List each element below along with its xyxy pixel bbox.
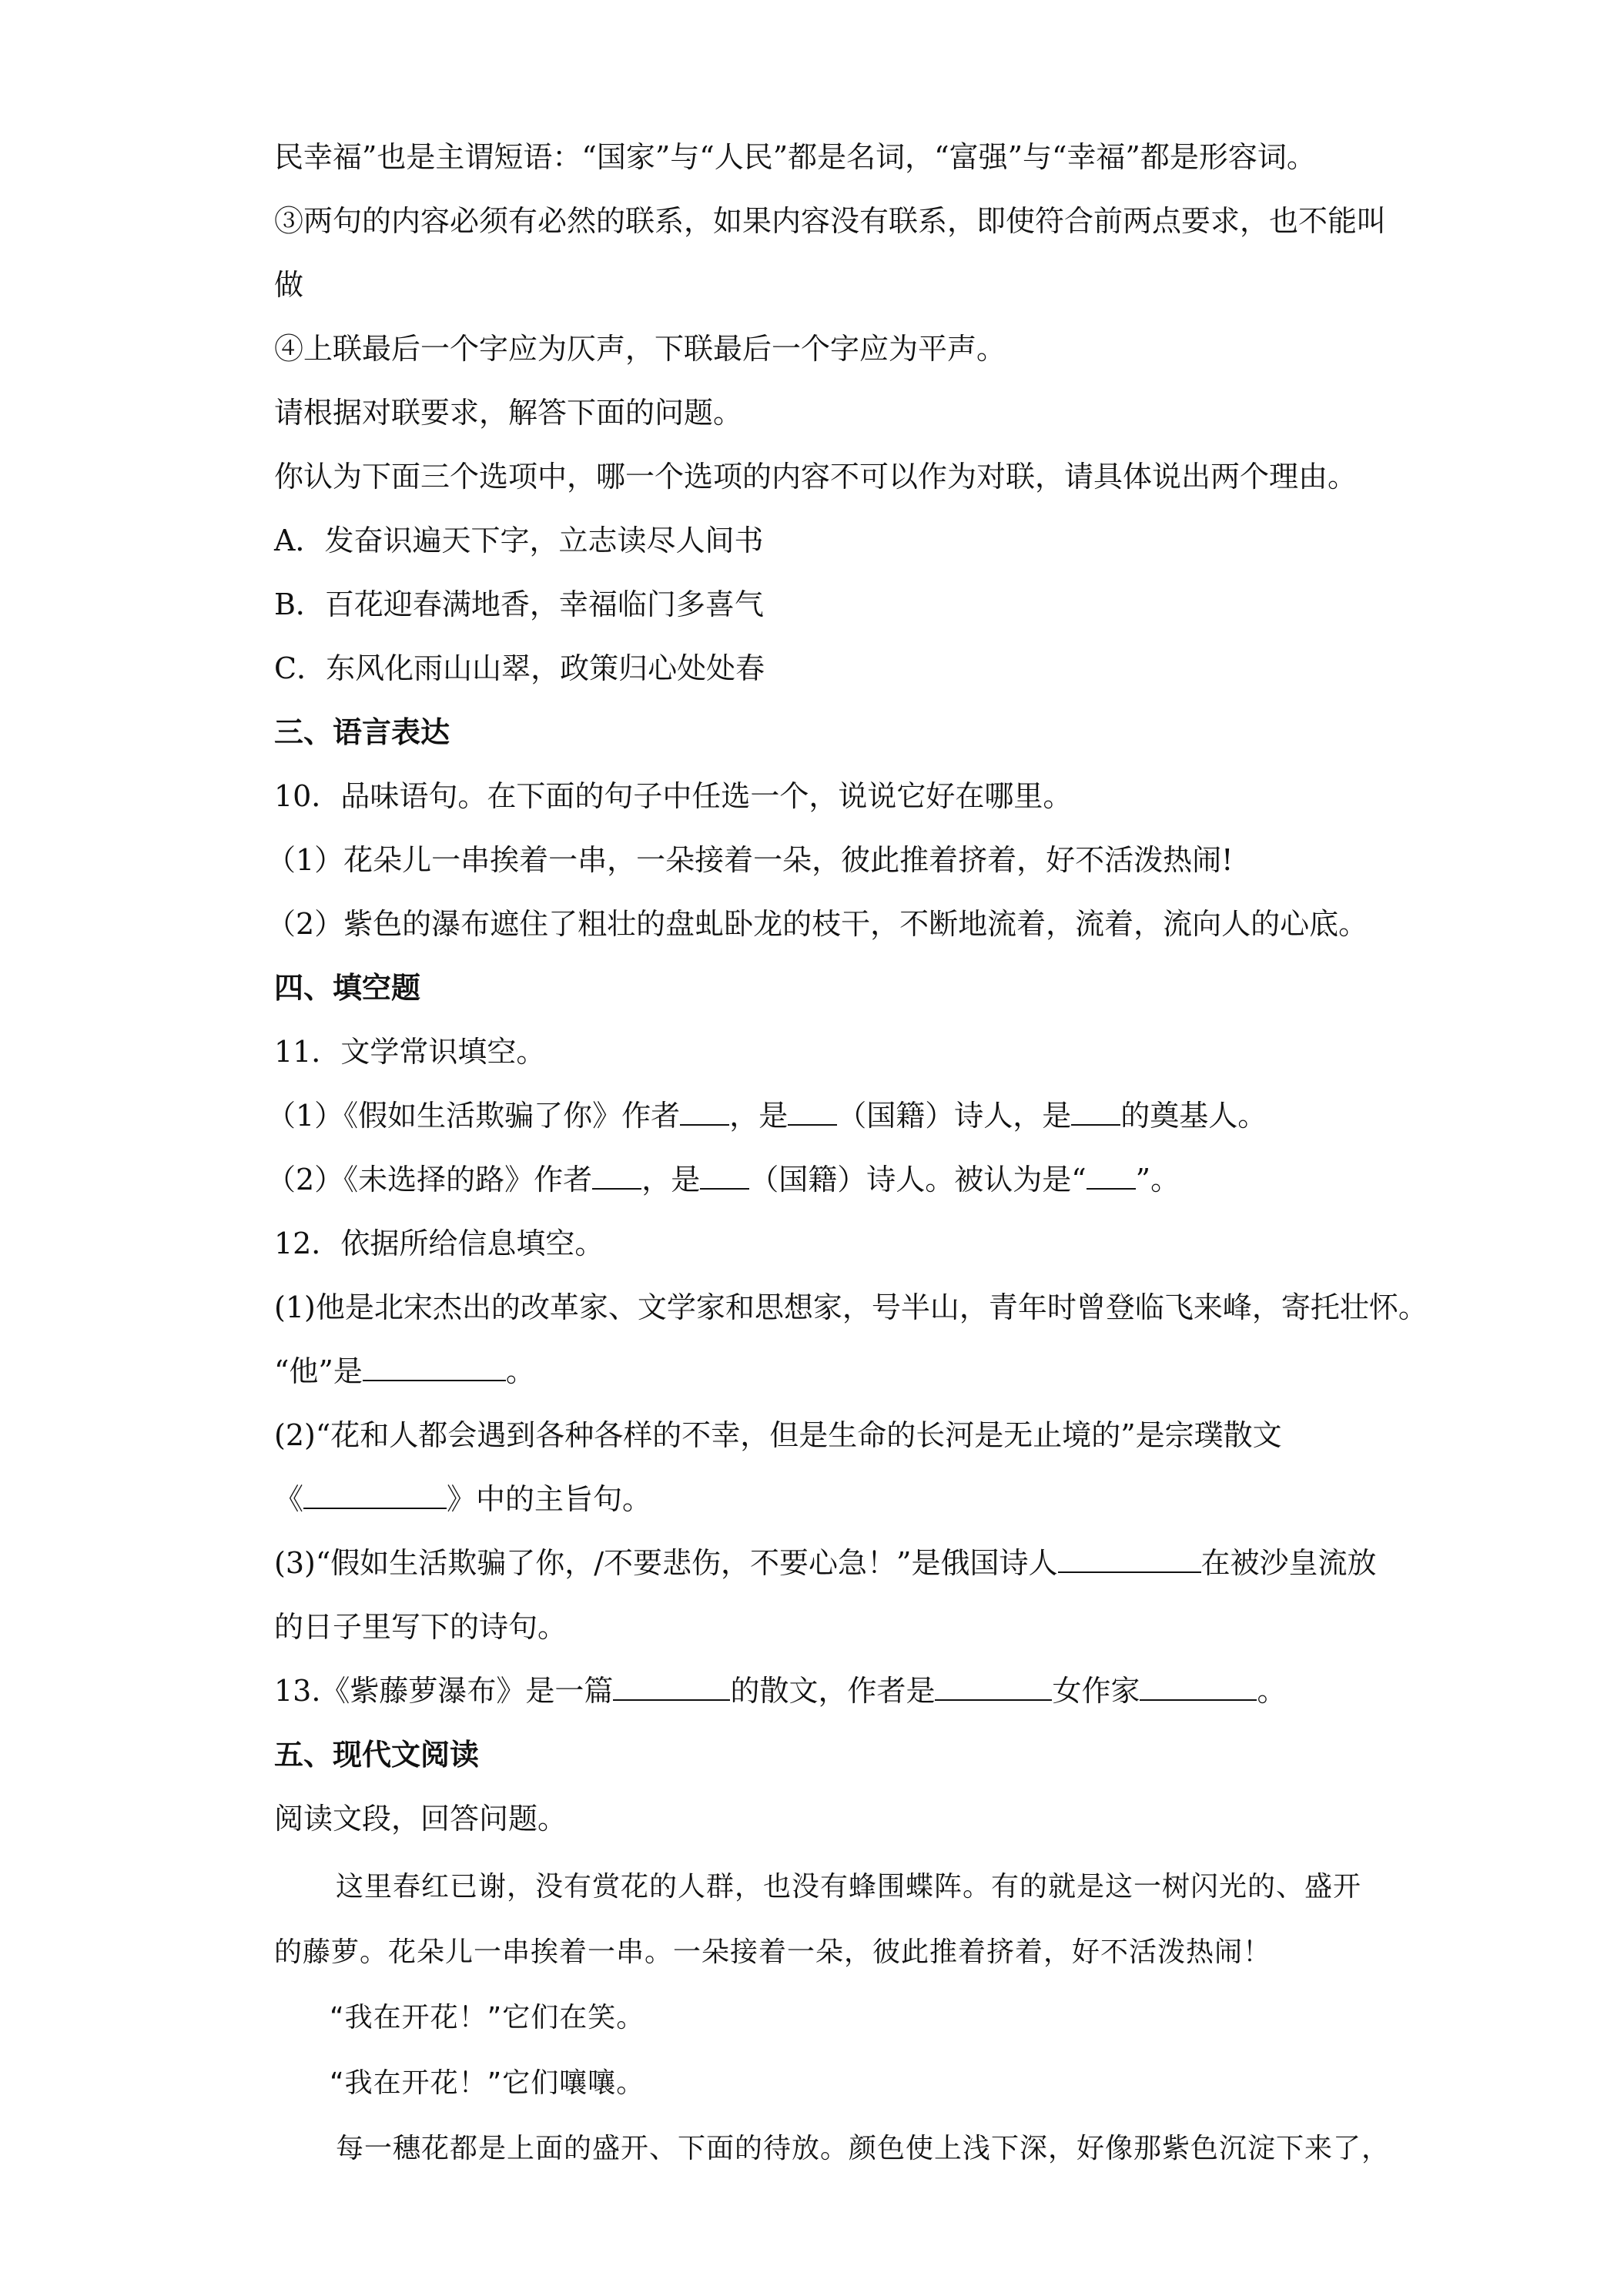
passage-line: “我在开花！”它们嚷嚷。 [330,2067,645,2099]
text-line: ③两句的内容必须有必然的联系，如果内容没有联系，即使符合前两点要求，也不能叫 [274,204,1387,238]
passage-line: 这里春红已谢，没有赏花的人群，也没有蜂围蝶阵。有的就是这一树闪光的、盛开 [336,1871,1362,1903]
text-line: (2)“花和人都会遇到各种各样的不幸，但是生命的长河是无止境的”是宗璞散文 [274,1418,1282,1452]
text-segment: 的散文，作者是 [730,1674,936,1708]
answer-blank[interactable] [788,1101,837,1126]
option-b: B．百花迎春满地香，幸福临门多喜气 [274,587,764,621]
section-heading: 四、填空题 [274,970,421,1005]
text-segment: 在被沙皇流放 [1200,1546,1377,1580]
answer-blank[interactable] [1087,1165,1136,1190]
option-c: C．东风化雨山山翠，政策归心处处春 [274,651,765,685]
text-segment: （2）《未选择的路》作者 [266,1163,593,1197]
question-11-2 [266,1163,1180,1197]
text-line: (1)他是北宋杰出的改革家、文学家和思想家，号半山，青年时曾登临飞来峰，寄托壮怀。 [274,1290,1428,1324]
question-10: 10．品味语句。在下面的句子中任选一个，说说它好在哪里。 [274,779,1073,813]
passage-line: 每一穗花都是上面的盛开、下面的待放。颜色使上浅下深，好像那紫色沉淀下来了， [336,2133,1391,2164]
section-heading: 五、现代文阅读 [274,1737,480,1772]
answer-blank[interactable] [1140,1676,1257,1701]
answer-blank[interactable] [1058,1548,1201,1573]
question-11: 11．文学常识填空。 [274,1035,546,1069]
text-segment: 《 [274,1482,304,1516]
passage-line: 的藤萝。花朵儿一串挨着一串。一朵接着一朵，彼此推着挤着，好不活泼热闹！ [274,1936,1272,1968]
text-segment: ，是 [641,1163,701,1197]
text-line: 请根据对联要求，解答下面的问题。 [274,396,743,430]
text-line: 阅读文段，回答问题。 [274,1802,568,1836]
text-line: 你认为下面三个选项中，哪一个选项的内容不可以作为对联，请具体说出两个理由。 [274,460,1358,494]
option-a: A．发奋识遍天下字，立志读尽人间书 [274,524,764,557]
answer-blank[interactable] [613,1676,730,1701]
question-12: 12．依据所给信息填空。 [274,1227,604,1260]
answer-blank[interactable] [935,1676,1052,1701]
text-segment: 13.《紫藤萝瀑布》是一篇 [274,1674,614,1708]
text-segment: (3)“假如生活欺骗了你，/不要悲伤，不要心急！”是俄国诗人 [274,1546,1058,1580]
text-segment: （国籍）诗人，是 [837,1099,1072,1133]
text-line: 做 [274,268,304,302]
answer-blank[interactable] [700,1165,749,1190]
text-segment: ，是 [729,1099,789,1133]
answer-blank[interactable] [1071,1101,1120,1126]
text-segment: 》中的主旨句。 [447,1482,652,1516]
text-segment: “他”是 [274,1354,363,1388]
question-13 [274,1674,1286,1708]
text-line: ④上联最后一个字应为仄声，下联最后一个字应为平声。 [274,332,1006,366]
question-11-1 [266,1099,1267,1133]
text-line: 民幸福”也是主谓短语：“国家”与“人民”都是名词，“富强”与“幸福”都是形容词。 [274,140,1316,174]
answer-blank[interactable] [363,1357,506,1381]
question-12-2-blank-line [274,1482,651,1516]
text-line: （2）紫色的瀑布遮住了粗壮的盘虬卧龙的枝干，不断地流着，流着，流向人的心底。 [266,907,1368,941]
answer-blank[interactable] [303,1484,447,1509]
passage-line: “我在开花！”它们在笑。 [330,2002,645,2033]
text-line: （1）花朵儿一串挨着一串，一朵接着一朵，彼此推着挤着，好不活泼热闹! [266,843,1234,877]
text-segment: 的奠基人。 [1120,1099,1267,1133]
answer-blank[interactable] [680,1101,729,1126]
text-segment: （1）《假如生活欺骗了你》作者 [266,1099,681,1133]
text-segment: 女作家 [1052,1674,1140,1708]
section-heading: 三、语言表达 [274,715,450,749]
text-line: 的日子里写下的诗句。 [274,1610,568,1644]
question-12-3 [274,1546,1377,1580]
text-segment: 。 [1257,1674,1287,1708]
question-12-1-blank-line [274,1354,535,1388]
text-segment: ”。 [1135,1163,1180,1197]
text-segment: （国籍）诗人。被认为是“ [749,1163,1087,1197]
text-segment: 。 [505,1354,535,1388]
answer-blank[interactable] [592,1165,641,1190]
